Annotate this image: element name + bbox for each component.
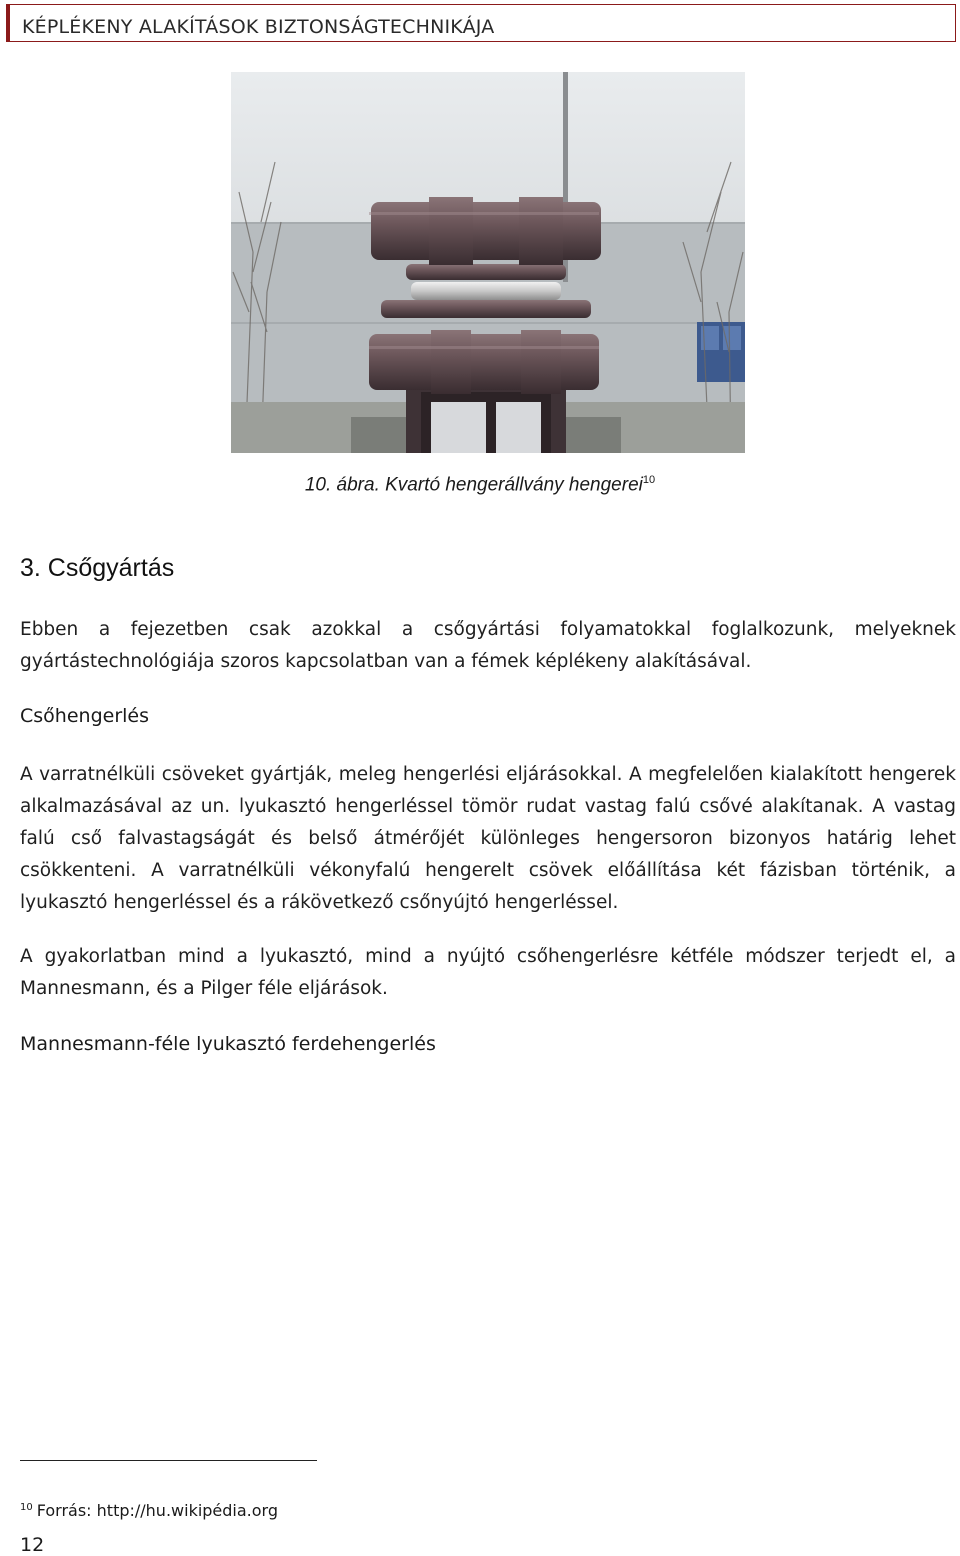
section-heading-mannesmann: Mannesmann-féle lyukasztó ferdehengerlés — [20, 1033, 436, 1055]
footnote-number: 10 — [20, 1501, 33, 1513]
page-number: 12 — [20, 1534, 45, 1556]
footnote-divider — [20, 1460, 317, 1461]
section-paragraph-1: A varratnélküli csöveket gyártják, meleg hengerlési eljárásokkal. A megfelelően kialakított hengerek alkalmazásával az un. lyukasztó hengerléssel tömör rudat vastag falú csővé alakítanak. A vastag falú cső falvastagságát és belső átmérőjét különleges hengersoron bizonyos határig lehet csökkenteni. A varratnélküli vékonyfalú hengerelt csövek előállítása két fázisban történik, a lyukasztó hengerléssel és a rákövetkező csőnyújtó hengerléssel. — [20, 764, 956, 913]
footnote — [20, 1501, 278, 1520]
chapter-title: 3. Csőgyártás — [20, 554, 175, 582]
section-paragraph-2: A gyakorlatban mind a lyukasztó, mind a nyújtó csőhengerlésre kétféle módszer terjedt el, a Mannesmann, és a Pilger féle eljárások. — [20, 946, 956, 999]
caption-text: 10. ábra. Kvartó hengerállvány hengerei — [304, 474, 643, 496]
footnote-text[interactable]: Forrás: http://hu.wikipédia.org — [36, 1501, 279, 1520]
intro-paragraph: Ebben a fejezetben csak azokkal a csőgyártási folyamatokkal foglalkozunk, melyeknek gyártástechnológiája szoros kapcsolatban van a fémek képlékeny alakításával. — [20, 619, 956, 672]
figure-caption — [0, 474, 960, 496]
caption-footnote-ref[interactable]: 10 — [642, 474, 656, 486]
figure-photo — [231, 72, 745, 453]
section-heading-csohengerles: Csőhengerlés — [20, 705, 149, 727]
roll-stand-photo — [231, 72, 745, 453]
header-title: KÉPLÉKENY ALAKÍTÁSOK BIZTONSÁGTECHNIKÁJA — [22, 16, 495, 38]
page-header — [6, 4, 956, 42]
